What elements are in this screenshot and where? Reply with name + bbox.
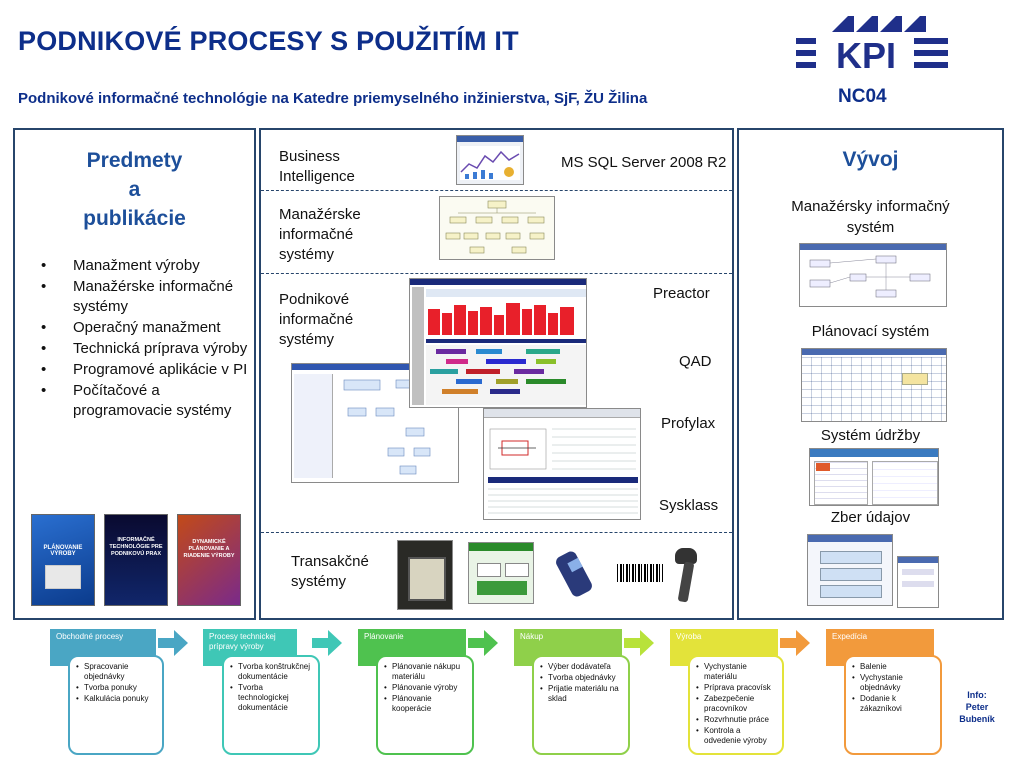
list-item: • Tvorba objednávky [540, 673, 624, 683]
process-arrow-5 [780, 630, 810, 656]
product-preactor: Preactor [653, 285, 710, 302]
list-item: • Dodanie k zákazníkovi [852, 694, 936, 714]
terminal-image [397, 540, 453, 610]
book-cover-3: DYNAMICKÉ PLÁNOVANIE A RIADENIE VÝROBY [177, 514, 241, 606]
product-sysklass: Sysklass [659, 497, 719, 514]
barcode-gun-image [669, 544, 703, 608]
info-contact: Info: Peter Bubeník [959, 690, 995, 724]
process-box-5 [688, 655, 784, 755]
bi-product: MS SQL Server 2008 R2 [561, 154, 727, 171]
process-arrow-1 [158, 630, 188, 656]
process-header-6: Expedícia [826, 629, 934, 666]
planning-dev-screenshot [801, 348, 947, 422]
list-item: • Počítačové a programovacie systémy [39, 381, 251, 421]
process-header-5: Výroba [670, 629, 778, 666]
list-item: • Balenie [852, 662, 936, 672]
subjects-panel [13, 128, 256, 620]
book-cover-1: PLÁNOVANIE VÝROBY [31, 514, 95, 606]
subjects-heading: Predmety a publikácie [83, 149, 186, 230]
mis-screenshot [439, 196, 555, 260]
dev-item-data-collection: Zber údajov [830, 509, 911, 526]
process-header-1: Obchodné procesy [50, 629, 156, 666]
book-cover-2: INFORMAČNÉ TECHNOLÓGIE PRE PODNIKOVÚ PRAX [104, 514, 168, 606]
bi-label: Business Intelligence [279, 148, 355, 185]
process-arrow-3 [468, 630, 498, 656]
dev-item-maintenance: Systém údržby [820, 427, 921, 444]
dev-item-mis: Manažérsky informačný systém [791, 198, 950, 236]
list-item: • Operačný manažment [39, 318, 251, 338]
touch-screen-image [468, 542, 534, 604]
development-heading: Vývoj [842, 148, 899, 171]
barcode-image [617, 564, 663, 590]
process-header-3: Plánovanie [358, 629, 466, 666]
list-item: • Zabezpečenie pracovníkov [696, 694, 778, 714]
logo-text: KPI [835, 35, 897, 74]
product-profylax: Profylax [661, 415, 716, 432]
process-arrow-4 [624, 630, 654, 656]
list-item: • Tvorba ponuky [76, 683, 158, 693]
list-item: • Tvorba technologickej dokumentácie [230, 683, 314, 713]
list-item: • Tvorba konštrukčnej dokumentácie [230, 662, 314, 682]
page-title: PODNIKOVÉ PROCESY S POUŽITÍM IT [18, 26, 519, 56]
list-item: • Výber dodávateľa [540, 662, 624, 672]
process-box-3 [376, 655, 474, 755]
poster-code: NC04 [838, 86, 887, 107]
list-item: • Prijatie materiálu na sklad [540, 684, 624, 704]
list-item: • Technická príprava výroby [39, 339, 251, 359]
process-box-2 [222, 655, 320, 755]
bi-screenshot [456, 135, 524, 185]
dev-item-planning: Plánovací systém [811, 323, 930, 340]
product-qad: QAD [679, 353, 712, 370]
list-item: • Vychystanie objednávky [852, 673, 936, 693]
mis-label: Manažérske informačné systémy [279, 206, 361, 263]
process-header-4: Nákup [514, 629, 622, 666]
data-collection-screenshot-2 [897, 556, 939, 608]
list-item: • Kalkulácia ponuky [76, 694, 158, 704]
erp-label: Podnikové informačné systémy [279, 291, 354, 348]
list-item: • Plánovanie nákupu materiálu [384, 662, 468, 682]
subjects-list [39, 256, 251, 422]
list-item: • Programové aplikácie v PI [39, 360, 251, 380]
mis-dev-screenshot [799, 243, 947, 307]
data-collection-screenshot-1 [807, 534, 893, 606]
list-item: • Plánovanie výroby [384, 683, 468, 693]
kpi-logo [792, 14, 952, 74]
list-item: • Rozvrhnutie práce [696, 715, 778, 725]
list-item: • Spracovanie objednávky [76, 662, 158, 682]
transaction-label: Transakčné systémy [291, 553, 369, 590]
list-item: • Kontrola a odvedenie výroby [696, 726, 778, 746]
profylax-screenshot [483, 408, 641, 520]
process-header-2: Procesy technickej prípravy výroby [203, 629, 297, 666]
process-box-6 [844, 655, 942, 755]
preactor-screenshot [409, 278, 587, 408]
maintenance-dev-screenshot [809, 448, 939, 506]
list-item: • Príprava pracovísk [696, 683, 778, 693]
list-item: • Manažérske informačné systémy [39, 277, 251, 317]
process-box-1 [68, 655, 164, 755]
list-item: • Plánovanie kooperácie [384, 694, 468, 714]
list-item: • Vychystanie materiálu [696, 662, 778, 682]
process-box-4 [532, 655, 630, 755]
handheld-scanner-image [549, 546, 605, 602]
development-panel [737, 128, 1004, 620]
list-item: • Manažment výroby [39, 256, 251, 276]
page-subtitle: Podnikové informačné technológie na Katedre priemyselného inžinierstva, SjF, ŽU Žilina [18, 90, 648, 107]
systems-panel [259, 128, 734, 620]
process-arrow-2 [312, 630, 342, 656]
